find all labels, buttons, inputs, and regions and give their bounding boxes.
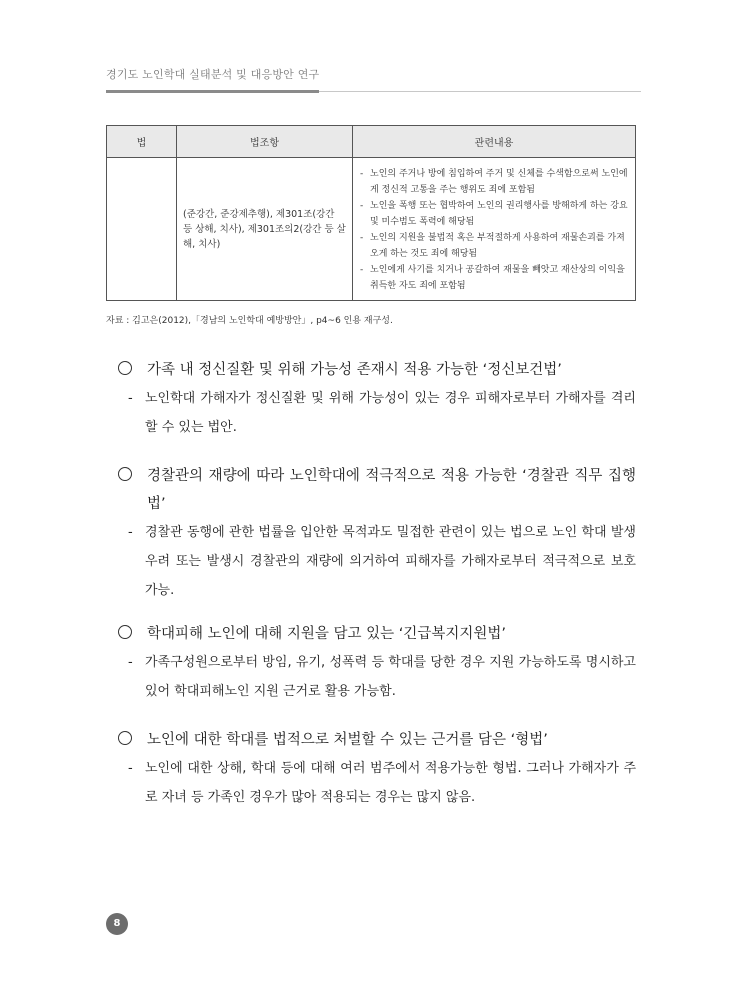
dash-bullet-icon: -: [128, 761, 133, 776]
section-police-duty-law: [118, 462, 636, 605]
header-law: 법: [107, 126, 177, 158]
section-mental-health-law: [118, 356, 636, 442]
page-number-badge: 8: [106, 913, 128, 935]
header-rule-accent: [106, 90, 319, 93]
section-body: - 경찰관 동행에 관한 법률을 입안한 목적과도 밀접한 관련이 있는 법으로 노인 학대 발생 우려 또는 발생시 경찰관의 재량에 의거하여 피해자를 가해자로부터 적극적으로 보호 가능.: [118, 518, 636, 605]
dash-bullet-icon: -: [128, 391, 133, 406]
list-item: - 노인을 폭행 또는 협박하여 노인의 권리행사를 방해하게 하는 강요 및 미수범도 폭력에 해당됨: [359, 198, 629, 230]
dash-bullet-icon: -: [128, 525, 133, 540]
section-body: - 노인에 대한 상해, 학대 등에 대해 여러 범주에서 적용가능한 형법. 그러나 가해자가 주로 자녀 등 가족인 경우가 많아 적용되는 경우는 많지 않음.: [118, 754, 636, 812]
section-body: - 가족구성원으로부터 방임, 유기, 성폭력 등 학대를 당한 경우 지원 가능하도록 명시하고 있어 학대피해노인 지원 근거로 활용 가능함.: [118, 648, 636, 706]
section-body: - 노인학대 가해자가 정신질환 및 위해 가능성이 있는 경우 피해자로부터 가해자를 격리할 수 있는 법안.: [118, 384, 636, 442]
cell-law: [107, 158, 177, 301]
circle-bullet-icon: [118, 467, 132, 481]
dash-bullet-icon: -: [128, 655, 133, 670]
list-item: - 노인에게 사기를 치거나 공갈하여 재물을 빼앗고 재산상의 이익을 취득한 자도 죄에 포함됨: [359, 262, 629, 294]
section-title: 경찰관의 재량에 따라 노인학대에 적극적으로 적용 가능한 ‘경찰관 직무 집행법’: [118, 462, 636, 518]
section-emergency-welfare-law: [118, 620, 636, 706]
section-title: 노인에 대한 학대를 법적으로 처벌할 수 있는 근거를 담은 ‘형법’: [118, 726, 636, 754]
cell-content: [353, 158, 636, 301]
section-criminal-law: [118, 726, 636, 812]
content-list: [359, 166, 629, 294]
header-content: 관련내용: [353, 126, 636, 158]
section-title: 가족 내 정신질환 및 위해 가능성 존재시 적용 가능한 ‘정신보건법’: [118, 356, 636, 384]
table-header-row: [107, 126, 636, 158]
table-source-note: 자료 : 김고은(2012),「경남의 노인학대 예방방안」, p4~6 인용 재구성.: [106, 316, 393, 326]
law-table: [106, 125, 636, 301]
circle-bullet-icon: [118, 731, 132, 745]
cell-article: (준강간, 준강제추행), 제301조(강간 등 상해, 치사), 제301조의2(강간 등 살해, 치사): [177, 158, 353, 301]
circle-bullet-icon: [118, 625, 132, 639]
circle-bullet-icon: [118, 361, 132, 375]
list-item: - 노인의 주거나 방에 침입하여 주거 및 신체를 수색함으로써 노인에게 정신적 고통을 주는 행위도 죄에 포함됨: [359, 166, 629, 198]
header-article: 법조항: [177, 126, 353, 158]
section-title: 학대피해 노인에 대해 지원을 담고 있는 ‘긴급복지지원법’: [118, 620, 636, 648]
running-header: 경기도 노인학대 실태분석 및 대응방안 연구: [106, 68, 320, 81]
list-item: - 노인의 지원을 불법적 혹은 부적절하게 사용하여 재물손괴를 가져오게 하는 것도 죄에 해당됨: [359, 230, 629, 262]
table-row: [107, 158, 636, 301]
